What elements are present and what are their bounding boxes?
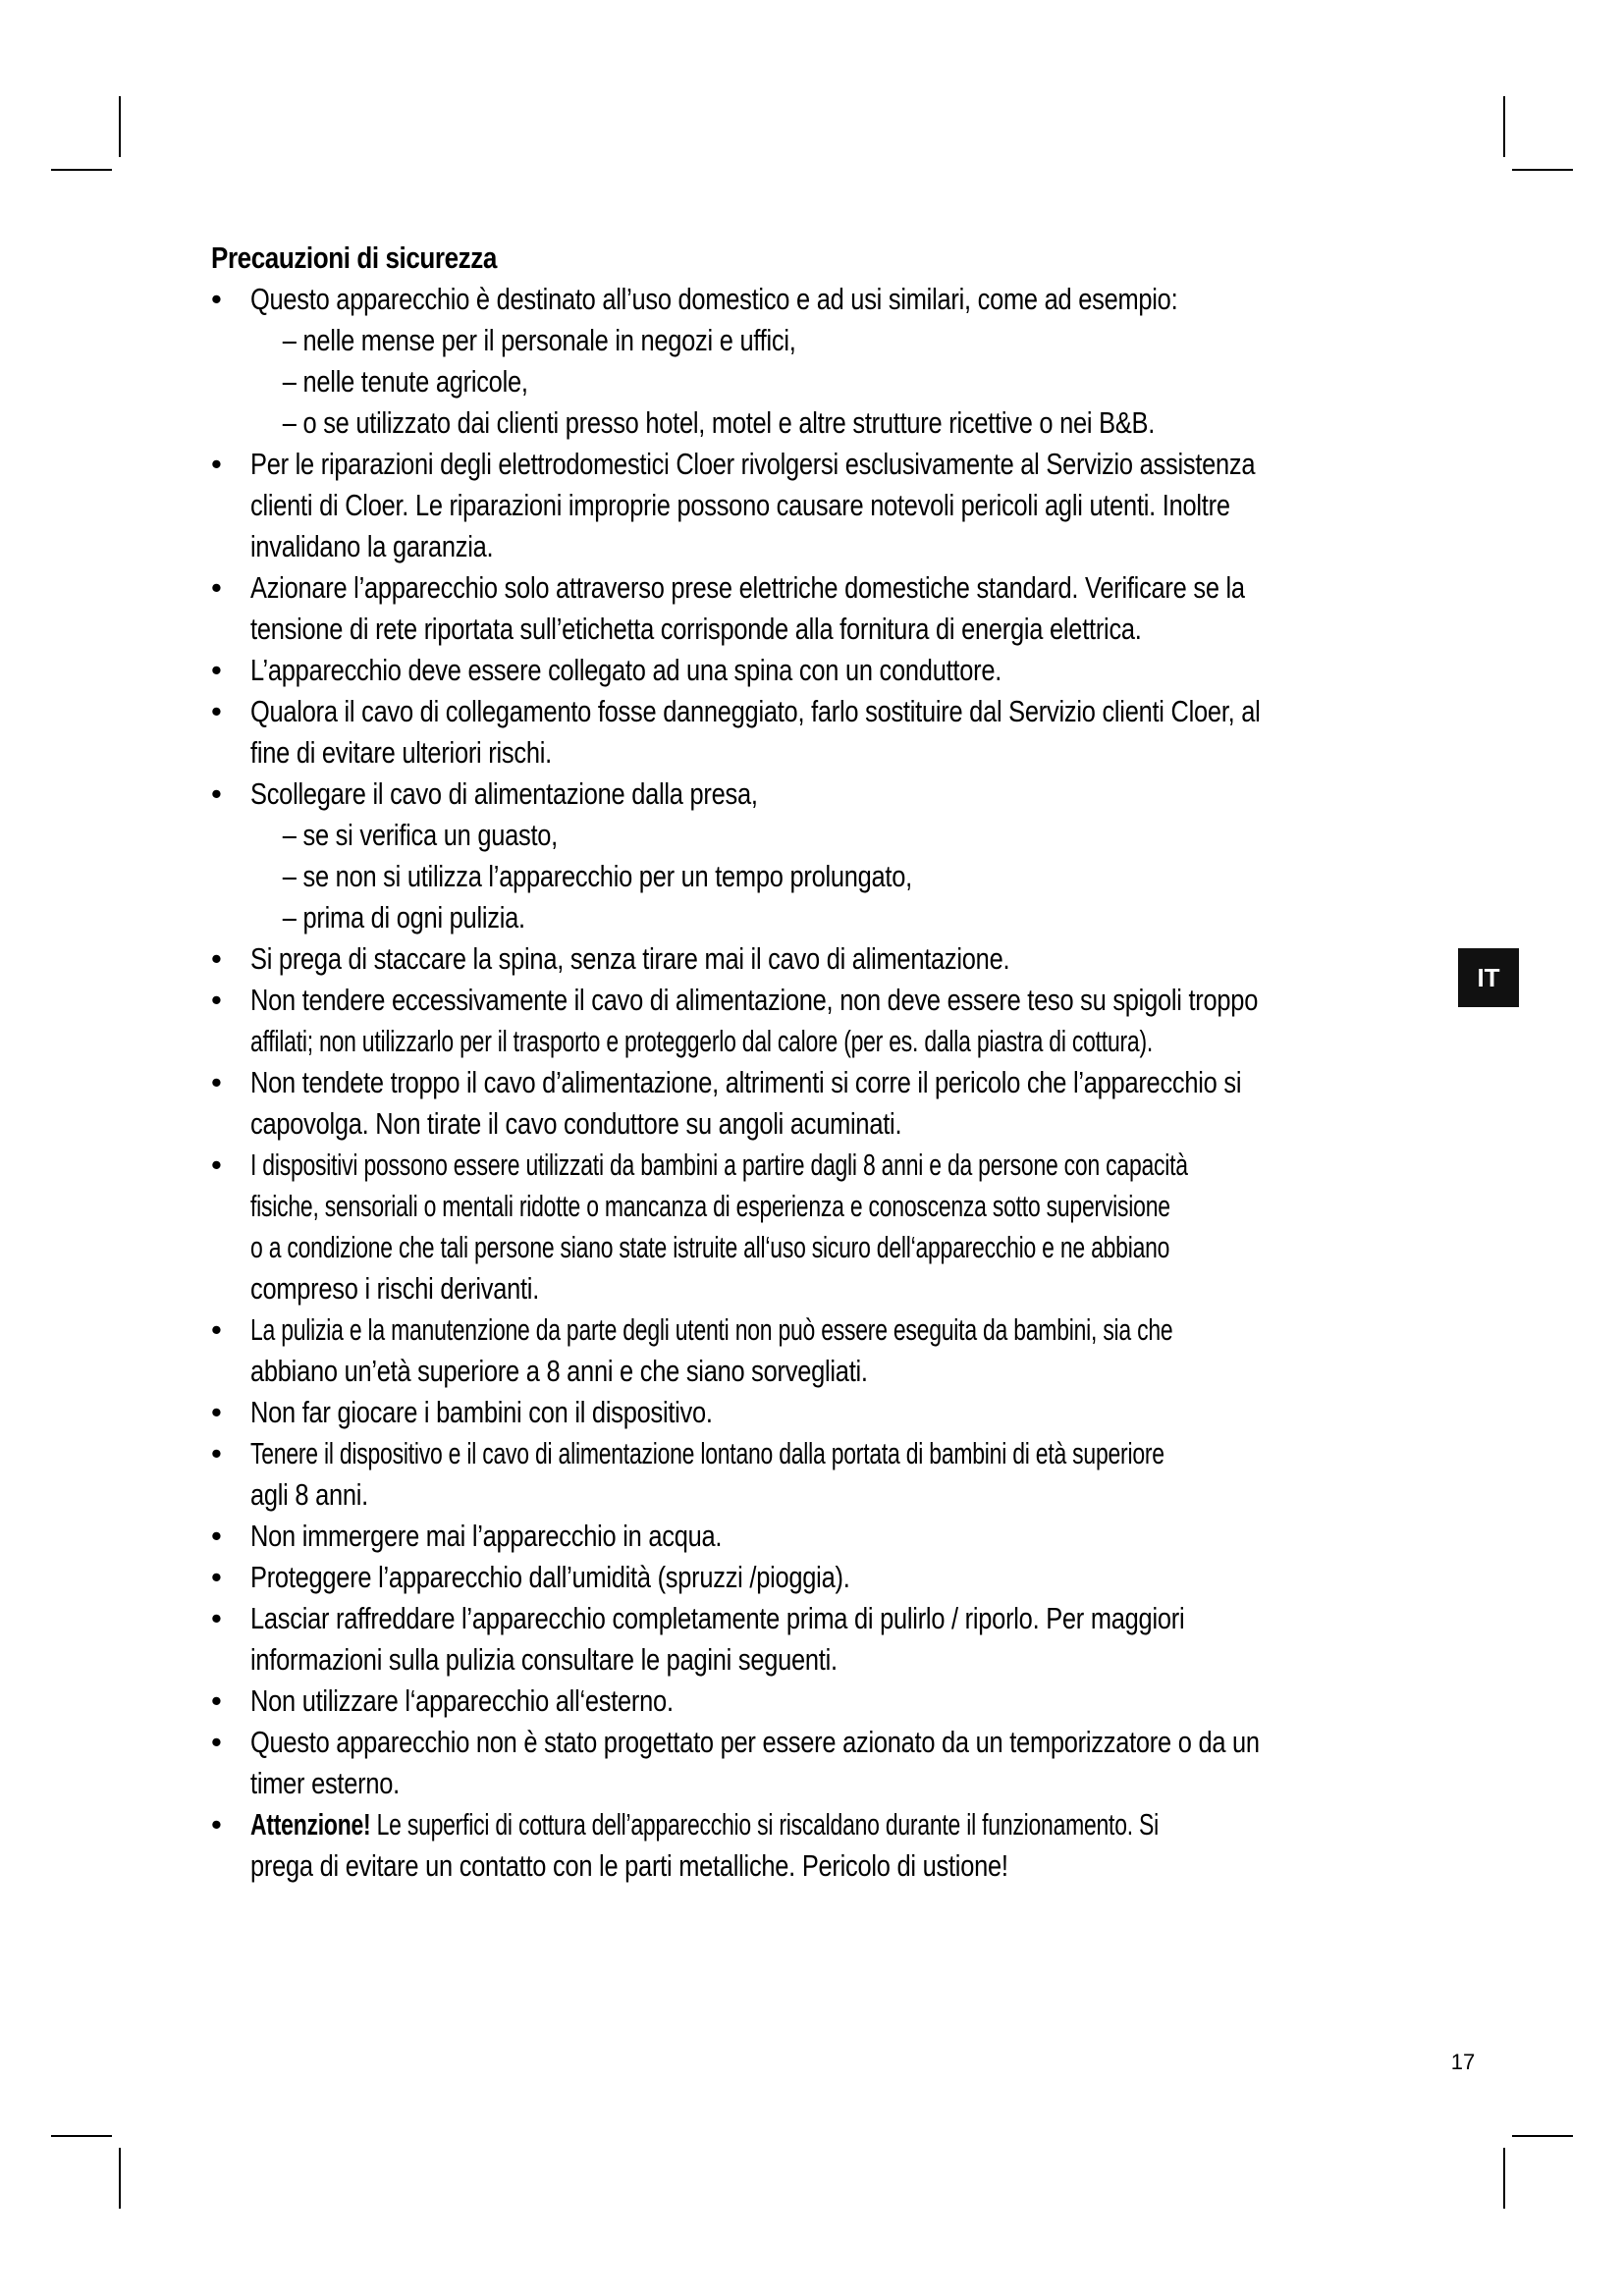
warning-label: Attenzione! <box>250 1807 371 1842</box>
precaution-item <box>211 1516 1438 1557</box>
bullet: • <box>211 983 222 1017</box>
precaution-text-line: affilati; non utilizzarlo per il trasporto e proteggerlo dal calore (per es. dalla piastra di cottura). <box>250 1024 1154 1058</box>
precaution-item <box>211 444 1438 567</box>
precaution-text-line: fine di evitare ulteriori rischi. <box>250 735 552 770</box>
crop-mark-bottom-left-horizontal <box>51 2135 112 2137</box>
precaution-text-line: Proteggere l’apparecchio dall’umidità (spruzzi /pioggia). <box>250 1560 850 1594</box>
precaution-text-line: Non tendete troppo il cavo d’alimentazione, altrimenti si corre il pericolo che l’apparecchio si <box>250 1065 1242 1099</box>
precaution-text-line: informazioni sulla pulizia consultare le pagini seguenti. <box>250 1642 838 1677</box>
bullet: • <box>211 1725 222 1759</box>
precaution-text-line: I dispositivi possono essere utilizzati da bambini a partire dagli 8 anni e da persone con capacità <box>250 1148 1188 1182</box>
precaution-text-line: tensione di rete riportata sull’etichetta corrisponde alla fornitura di energia elettrica. <box>250 612 1142 646</box>
sub-item: – o se utilizzato dai clienti presso hotel, motel e altre strutture ricettive o nei B&B. <box>282 405 1156 440</box>
warning-item <box>211 1804 1438 1887</box>
precaution-item <box>211 980 1438 1062</box>
precaution-text-line: La pulizia e la manutenzione da parte degli utenti non può essere eseguita da bambini, sia che <box>250 1312 1173 1347</box>
precaution-text-line: Scollegare il cavo di alimentazione dalla presa, <box>250 776 758 811</box>
sub-item: – nelle tenute agricole, <box>282 364 528 399</box>
warning-line-1 <box>250 1804 1160 1845</box>
bullet: • <box>211 776 222 811</box>
precaution-text-line: Questo apparecchio non è stato progettato per essere azionato da un temporizzatore o da un <box>250 1725 1260 1759</box>
bullet: • <box>211 1601 222 1635</box>
precaution-text-line: invalidano la garanzia. <box>250 529 494 563</box>
precaution-text-line: Lasciar raffreddare l’apparecchio completamente prima di pulirlo / riporlo. Per maggiori <box>250 1601 1185 1635</box>
bullet: • <box>211 1065 222 1099</box>
crop-mark-top-right-horizontal <box>1512 169 1573 171</box>
precaution-text-line: Per le riparazioni degli elettrodomestici Cloer rivolgersi esclusivamente al Servizio assistenza <box>250 447 1256 481</box>
bullet: • <box>211 447 222 481</box>
precaution-text-line: timer esterno. <box>250 1766 400 1800</box>
precaution-item <box>211 1722 1438 1804</box>
sub-item: – nelle mense per il personale in negozi e uffici, <box>282 323 796 357</box>
precaution-text-line: Non immergere mai l’apparecchio in acqua. <box>250 1519 723 1553</box>
precaution-text-line: abbiano un’età superiore a 8 anni e che siano sorvegliati. <box>250 1354 868 1388</box>
precaution-text-line: Non utilizzare l‘apparecchio all‘esterno. <box>250 1683 674 1718</box>
bullet: • <box>211 1148 222 1182</box>
precaution-item <box>211 1392 1438 1433</box>
precaution-item <box>211 567 1438 650</box>
bullet: • <box>211 1560 222 1594</box>
language-tab: IT <box>1458 948 1519 1007</box>
precaution-item <box>211 1145 1438 1309</box>
crop-mark-bottom-right-vertical <box>1503 2148 1505 2209</box>
precaution-item <box>211 691 1438 774</box>
precaution-text-line: clienti di Cloer. Le riparazioni improprie possono causare notevoli pericoli agli utenti. Inoltre <box>250 488 1230 522</box>
precaution-item <box>211 279 1438 444</box>
warning-line-2: prega di evitare un contatto con le parti metalliche. Pericolo di ustione! <box>250 1848 1008 1883</box>
crop-mark-bottom-left-vertical <box>119 2148 121 2209</box>
precaution-item <box>211 1433 1438 1516</box>
bullet: • <box>211 1683 222 1718</box>
precaution-text-line: Questo apparecchio è destinato all’uso domestico e ad usi similari, come ad esempio: <box>250 282 1178 316</box>
bullet: • <box>211 694 222 728</box>
sub-item: – prima di ogni pulizia. <box>282 900 525 934</box>
precaution-item <box>211 1598 1438 1681</box>
precaution-list <box>211 279 1438 1804</box>
bullet: • <box>211 1395 222 1429</box>
precaution-text-line: capovolga. Non tirate il cavo conduttore su angoli acuminati. <box>250 1106 902 1141</box>
precaution-item <box>211 774 1438 938</box>
precaution-item <box>211 938 1438 980</box>
bullet: • <box>211 1519 222 1553</box>
warning-text: Le superfici di cottura dell’apparecchio si riscaldano durante il funzionamento. Si <box>370 1807 1160 1842</box>
bullet: • <box>211 282 222 316</box>
section-title: Precauzioni di sicurezza <box>211 240 497 275</box>
precaution-text-line: agli 8 anni. <box>250 1477 369 1512</box>
precaution-item <box>211 650 1438 691</box>
crop-mark-top-right-vertical <box>1503 96 1505 157</box>
precaution-item <box>211 1062 1438 1145</box>
safety-section <box>211 238 1438 1887</box>
precaution-text-line: compreso i rischi derivanti. <box>250 1271 540 1306</box>
precaution-text-line: Qualora il cavo di collegamento fosse danneggiato, farlo sostituire dal Servizio clienti Cloer, al <box>250 694 1261 728</box>
precaution-text-line: L’apparecchio deve essere collegato ad una spina con un conduttore. <box>250 653 1002 687</box>
precaution-text-line: Tenere il dispositivo e il cavo di alimentazione lontano dalla portata di bambini di età superiore <box>250 1436 1164 1470</box>
crop-mark-top-left-vertical <box>119 96 121 157</box>
precaution-text-line: Non tendere eccessivamente il cavo di alimentazione, non deve essere teso su spigoli troppo <box>250 983 1259 1017</box>
precaution-item <box>211 1681 1438 1722</box>
precaution-text-line: o a condizione che tali persone siano state istruite all‘uso sicuro dell‘apparecchio e ne abbiano <box>250 1230 1170 1264</box>
bullet: • <box>211 570 222 605</box>
crop-mark-top-left-horizontal <box>51 169 112 171</box>
page-number: 17 <box>1450 2050 1476 2074</box>
bullet: • <box>211 653 222 687</box>
sub-item: – se non si utilizza l’apparecchio per un tempo prolungato, <box>282 859 912 893</box>
bullet: • <box>211 941 222 976</box>
precaution-text-line: fisiche, sensoriali o mentali ridotte o mancanza di esperienza e conoscenza sotto supervisione <box>250 1189 1170 1223</box>
bullet: • <box>211 1312 222 1347</box>
precaution-item <box>211 1309 1438 1392</box>
crop-mark-bottom-right-horizontal <box>1512 2135 1573 2137</box>
bullet: • <box>211 1436 222 1470</box>
bullet: • <box>211 1807 222 1842</box>
sub-item: – se si verifica un guasto, <box>282 818 558 852</box>
precaution-text-line: Non far giocare i bambini con il dispositivo. <box>250 1395 713 1429</box>
precaution-text-line: Azionare l’apparecchio solo attraverso prese elettriche domestiche standard. Verificare se la <box>250 570 1245 605</box>
precaution-item <box>211 1557 1438 1598</box>
precaution-text-line: Si prega di staccare la spina, senza tirare mai il cavo di alimentazione. <box>250 941 1010 976</box>
